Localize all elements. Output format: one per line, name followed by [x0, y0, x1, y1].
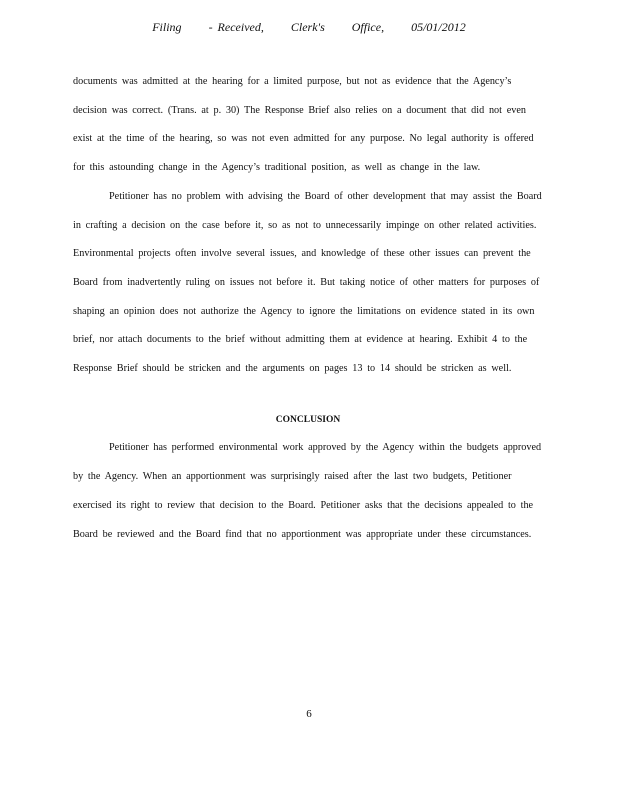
page-number: 6 — [306, 708, 312, 720]
header-date: 05/01/2012 — [411, 20, 466, 34]
paragraph-conclusion: Petitioner has performed environmental work approved by the Agency within the budgets approved by the Agency. When an apportionment was surprisingly raised after the last two budgets, Petitioner exercised its right to review that decision to the Board. Petitioner asks that the decisions appealed to the Board be reviewed and the Board find that no apportionment was appropriate under these circumstances. — [73, 442, 542, 540]
header-office: Office, — [351, 20, 385, 34]
paragraph-continued: documents was admitted at the hearing for a limited purpose, but not as evidence that the Agency’s decision was correct. (Trans. at p. 30) The Response Brief also relies on a document that did not even exist at the time of the hearing, so was not even admitted for any purpose. No legal authority is offered for this astounding change in the Agency’s traditional position, as well as change in the law. — [73, 76, 534, 174]
filing-header — [0, 20, 618, 35]
conclusion-heading: CONCLUSION — [275, 414, 341, 425]
header-received: - Received, — [208, 20, 264, 34]
paragraph-petitioner-no-problem: Petitioner has no problem with advising the Board of other development that may assist the Board in crafting a decision on the case before it, so as not to unnecessarily impinge on other related activities. Environmental projects often involve several issues, and knowledge of these other issues can prevent the Board from inadvertently ruling on issues not before it. But taking notice of other matters for purposes of shaping an opinion does not authorize the Agency to ignore the limitations on evidence stated in its own brief, nor attach documents to the brief without admitting them at evidence at hearing. Exhibit 4 to the Response Brief should be stricken and the arguments on pages 13 to 14 should be stricken as well. — [73, 190, 542, 375]
header-filing: Filing — [152, 20, 182, 34]
document-body — [73, 68, 543, 549]
header-clerks: Clerk's — [290, 20, 325, 34]
